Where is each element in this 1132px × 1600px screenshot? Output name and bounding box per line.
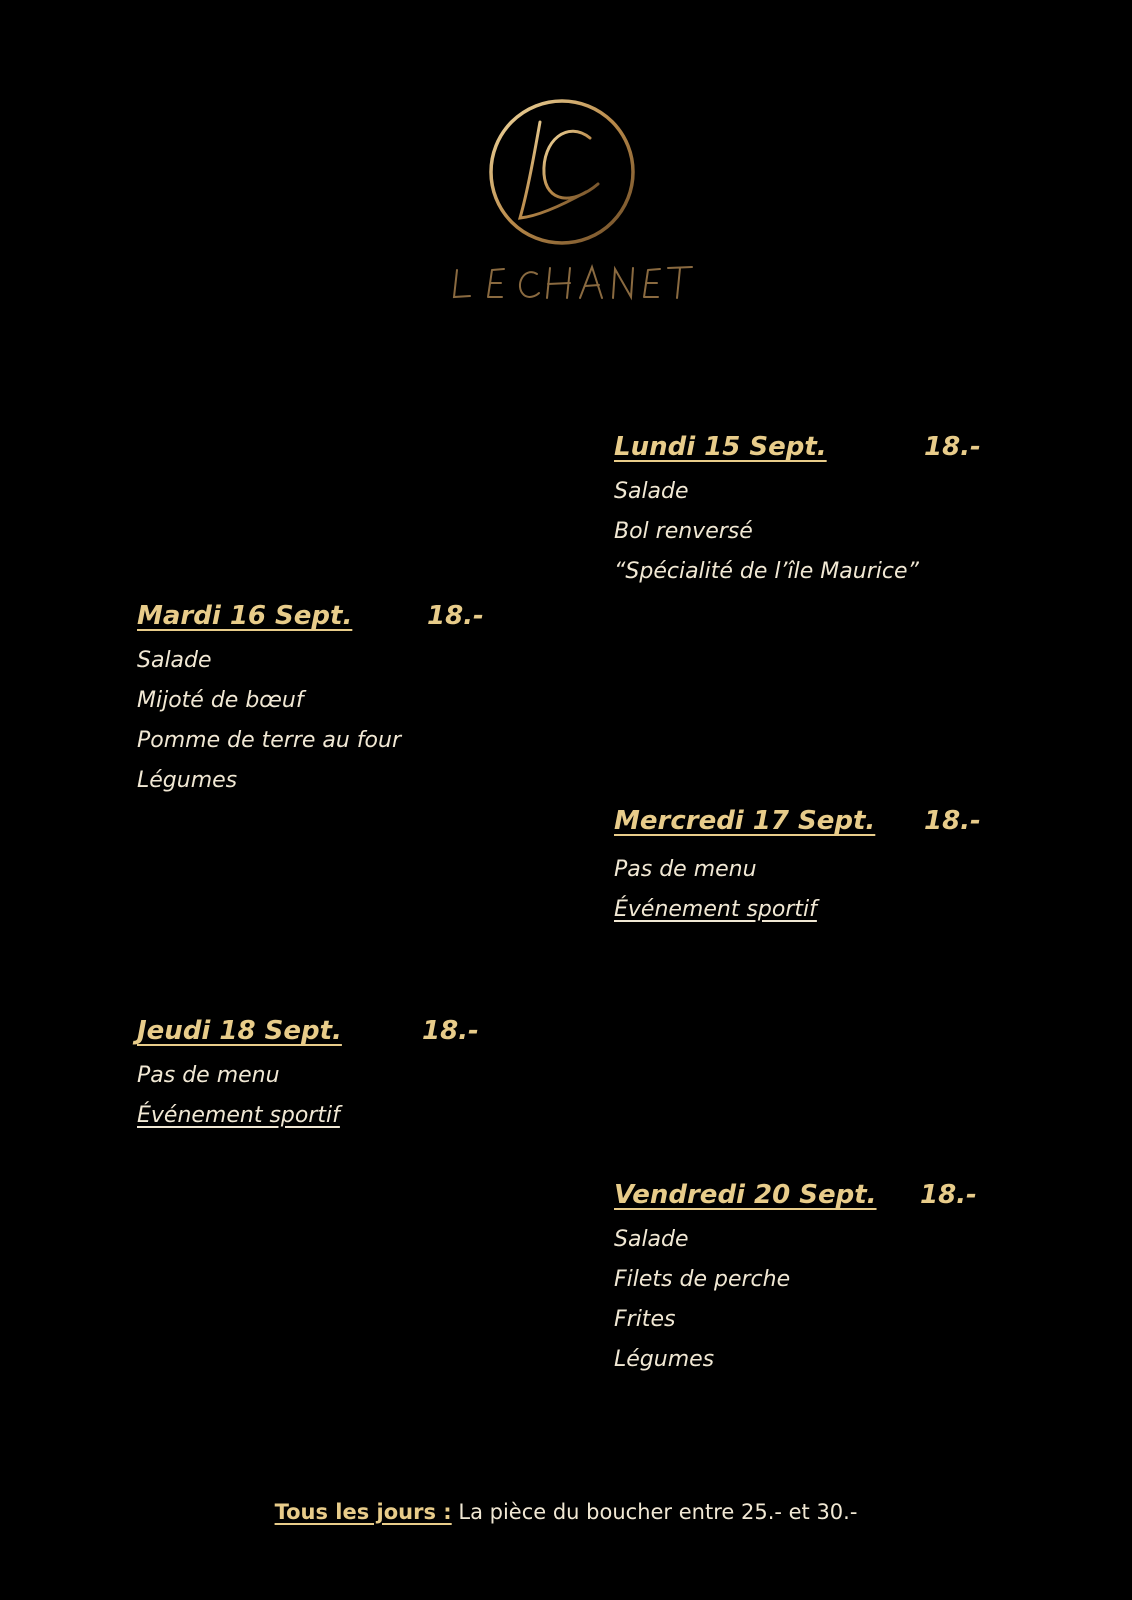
dish-item: Filets de perche [614,1267,791,1292]
dish-item: Pomme de terre au four [137,728,401,753]
day-price: 18.- [920,1180,977,1210]
daily-special-text: La pièce du boucher entre 25.- et 30.- [451,1500,858,1524]
dish-item: Salade [614,479,689,504]
dish-item: “Spécialité de l’île Maurice” [614,559,919,584]
dish-item: Bol renversé [614,519,753,544]
monogram-icon [440,90,700,320]
dish-item: Salade [137,648,212,673]
menu-day-mercredi [614,806,981,930]
day-title: Vendredi 20 Sept. [614,1180,877,1210]
day-title: Lundi 15 Sept. [614,432,827,462]
day-price: 18.- [427,601,484,631]
day-price: 18.- [924,432,981,462]
day-title: Mercredi 17 Sept. [614,806,876,836]
daily-label: Tous les jours : [274,1500,452,1524]
daily-special-footer [0,1500,1132,1524]
day-title: Mardi 16 Sept. [137,601,353,631]
dish-item: Légumes [137,768,238,793]
menu-day-vendredi [614,1180,977,1380]
day-title: Jeudi 18 Sept. [137,1016,342,1046]
dish-item: Mijoté de bœuf [137,688,304,713]
dish-item: Légumes [614,1347,715,1372]
logo [440,90,700,320]
dish-item: Pas de menu [614,857,757,882]
menu-day-jeudi [137,1016,479,1136]
dish-item: Salade [614,1227,689,1252]
menu-day-lundi [614,432,981,592]
dish-item: Pas de menu [137,1063,280,1088]
day-price: 18.- [422,1016,479,1046]
dish-item-event: Événement sportif [137,1103,340,1128]
dish-item-event: Événement sportif [614,897,817,922]
menu-day-mardi [137,601,484,801]
day-price: 18.- [924,806,981,836]
dish-item: Frites [614,1307,676,1332]
